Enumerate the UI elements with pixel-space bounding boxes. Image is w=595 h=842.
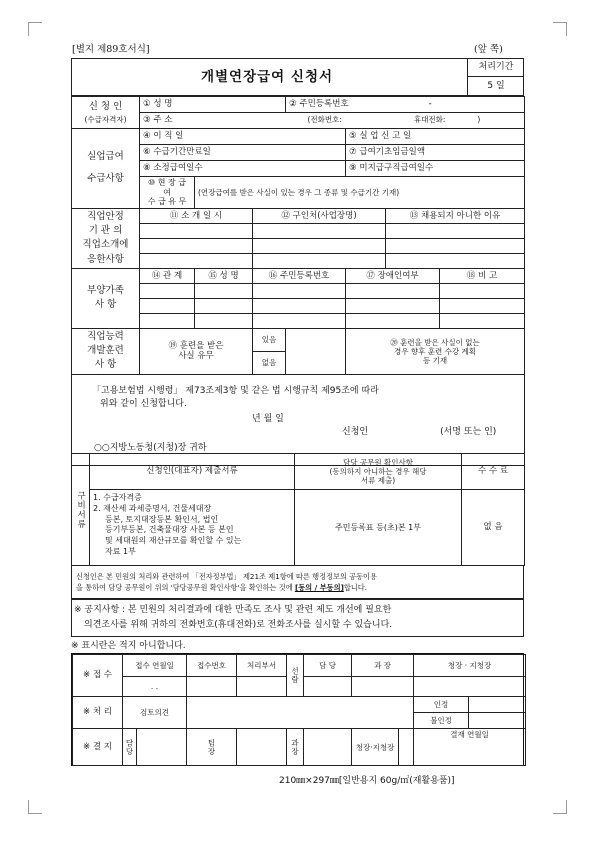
applicant-name-field[interactable] [140,97,286,113]
consent-toggle[interactable]: [동의 / 부동의] [294,583,344,593]
training-plan-label-3: 등 기재 [422,355,448,365]
dependents-label-1: 부양가족 [87,285,124,297]
dep-row-2-relation[interactable] [140,298,195,313]
approver-1-text: 담당 [125,738,134,756]
referral-row-2-date[interactable] [140,238,253,253]
unemployment-report-field[interactable] [346,129,525,145]
benefit-label-2: 수급사항 [87,173,124,185]
approval-date-label: 결재 연월일 [450,730,489,739]
benefit-label [72,129,140,209]
form-code: [별지 제89호서식] [72,44,150,55]
office-use-note: ※ 표시란은 적지 아니합니다. [71,641,186,651]
receipt-no-field[interactable] [187,677,237,697]
referral-row-1-date[interactable] [140,223,253,238]
dep-row-1-relation[interactable] [140,283,195,298]
referral-row-3-employer[interactable] [253,253,386,268]
receipt-date-dots: . . [150,682,159,691]
applicant-rrn-label: ② 주민등록번호 [289,99,349,110]
training-plan-label-2: 경우 향후 훈련 수강 계획 [394,346,477,356]
dep-name-label: ⑮ 성 명 [208,270,239,281]
recipient-office: ○○지방노동청(지청)장 귀하 [94,442,207,453]
dependents-label [72,268,140,328]
official-check-label-1: 담당 공무원 확인사항 [343,458,413,467]
consent-line-end: 합니다. [343,583,367,593]
applicant-name-label: ① 성 명 [143,99,173,110]
approver-4-label [352,729,399,766]
section-chief-label: 과 장 [374,661,391,670]
referral-row-3-date[interactable] [140,253,253,268]
referral-row-2-reason[interactable] [386,238,525,253]
extended-benefit-label [140,177,195,209]
referral-row-1-reason[interactable] [386,223,525,238]
dep-row-1-rrn[interactable] [253,283,346,298]
fee-header [462,454,525,490]
applicant-label [72,97,140,129]
unemployment-report-label: ⑤ 실 업 신 고 일 [349,131,412,142]
consent-line-2: 을 통하여 담당 공무원이 위의 '담당공무원 확인사항'을 확인하는 것에 [76,583,293,593]
approval-label [73,729,123,766]
extended-benefit-label-2: 수 급 유 무 [147,197,187,207]
applicant-docs-header [90,454,295,490]
documents-label-text: 구비서류 [75,490,86,529]
notice-line-1: ※ 공지사항 : 본 민원의 처리결과에 대한 만족도 조사 및 관련 제도 개선에 필요한 [74,605,392,615]
receipt-no-header [187,655,237,677]
process-label-text: ※ 처 리 [83,707,112,718]
training-yes-label: 있음 [261,335,277,345]
head-header [414,655,526,677]
head-label: 청장 · 지청장 [447,661,492,670]
office-use-table [71,653,524,766]
separation-date-field[interactable] [140,129,346,145]
referral-label-4: 응한사항 [87,253,124,265]
consent-line-1: 신청인은 본 민원의 처리와 관련하여 「전자정부법」 제21조 제1항에 따른 행정정보의 공동이용 [76,572,377,581]
referral-label-2: 기 관 의 [88,225,123,237]
training-check-field[interactable] [286,328,346,374]
processing-period-value: 5 일 [487,81,505,91]
title-block [71,58,524,96]
base-daily-wage-field[interactable] [346,145,525,161]
signature-field[interactable]: (서명 또는 인) [440,426,497,437]
dep-note-label: ⑱ 비 고 [466,270,498,281]
declaration-line-1: 「고용보험법 시행령」 제73조제3항 및 같은 법 시행규칙 제95조에 따라 [92,385,379,396]
referral-label [72,208,140,268]
referral-row-2-employer[interactable] [253,238,386,253]
receipt-date-field[interactable] [123,677,187,697]
doc-item-2-line-1: 2. 재산세 과세증명서, 건물세대장 [93,503,212,513]
applicant-docs-label: 신청인(대표자) 제출서류 [146,466,238,477]
extended-benefit-field[interactable] [195,177,525,209]
extended-benefit-label-1: ⑩ 현 장 급 여 [148,178,186,197]
receipt-label [73,655,123,697]
crop-mark-top-left [28,22,42,36]
doc-item-1: 1. 수급자격증 [93,493,142,502]
section-chief-sign-field[interactable] [352,677,414,697]
approver-1-sign[interactable] [137,729,187,766]
referral-date-header [140,208,253,223]
referral-label-3: 직업소개에 [82,239,129,251]
receipt-date-header [123,655,187,677]
applicant-label-text: 신 청 인 [88,100,123,112]
dep-row-3-note[interactable] [440,313,525,328]
referral-employer-header [253,208,386,223]
rrn-dash: - [428,99,432,110]
consent-block [71,565,524,599]
training-history-label [140,328,253,374]
training-yes-option[interactable] [253,328,286,351]
separation-date-label: ④ 이 직 일 [143,131,184,142]
extended-benefit-note: (연장급여를 받은 사실이 있는 경우 그 종류 및 수급기간 기재) [198,187,400,197]
applicant-mobile-label: 휴대전화: [413,115,446,125]
unpaid-days-field[interactable] [346,161,525,177]
applicant-address-label: ③ 주 소 [143,115,173,126]
dep-row-2-name[interactable] [195,298,253,313]
processing-period-box [467,58,524,96]
review-opinion-text: 검토의견 [140,708,169,717]
dep-row-3-relation[interactable] [140,313,195,328]
processing-dept-field[interactable] [237,677,287,697]
applicant-phone-close: ) [477,115,481,125]
official-check-label-2: (동의하지 아니하는 경우 해당 [329,467,427,476]
dep-rrn-header [253,268,346,283]
approval-date-field[interactable] [414,729,526,766]
main-form [71,96,524,453]
approver-2-label [187,729,237,766]
training-no-label: 없음 [261,358,277,368]
form-title: 개별연장급여 신청서 [200,69,334,85]
receipt-no-label: 접수번호 [197,661,226,670]
referral-label-1: 직업안정 [87,210,124,222]
processing-period-label: 처리기간 [468,58,524,77]
dep-row-3-name[interactable] [195,313,253,328]
training-plan-field[interactable] [346,328,525,374]
crop-mark-bottom-right [553,800,567,814]
referral-row-1-employer[interactable] [253,223,386,238]
review-opinion-field[interactable] [187,697,414,729]
official-check-header [295,454,462,490]
doc-item-2-line-4: 및 세대원의 재산규모를 확인할 수 있는 [105,536,242,546]
approver-3-text: 과장 [290,738,300,756]
declaration-date[interactable]: 년 월 일 [252,413,284,424]
section-chief-header [352,655,414,677]
documents-table [71,453,524,565]
training-label-1: 직업능력 [87,330,124,342]
dep-row-1-note[interactable] [440,283,525,298]
dep-row-3-rrn[interactable] [253,313,346,328]
review-column-label: 선람 [290,667,300,684]
dep-row-2-disability[interactable] [346,298,440,313]
notice-block [71,599,524,637]
referral-reason-label: ⑬ 채용되지 아니한 이유 [409,210,501,221]
applicant-phone-label: (전화번호: [307,115,342,125]
processing-dept-label: 처리부서 [247,661,276,670]
approval-label-text: ※ 결 지 [83,741,112,752]
approver-1-label [123,729,137,766]
prescribed-days-label: ⑧ 소정급여일수 [143,163,203,174]
officer-label: 담 당 [319,661,336,670]
referral-employer-label: ⑫ 구인처(사업장명) [281,210,357,221]
disallow-option[interactable] [414,713,469,729]
officer-sign-field[interactable] [304,677,352,697]
official-check-label-3: 서류 제출) [360,476,396,485]
doc-item-2-line-5: 자료 1부 [105,546,136,556]
doc-item-2-line-2: 등본, 토지대장등본 확인서, 법인 [105,514,219,524]
crop-mark-bottom-left [28,800,42,814]
dep-row-1-disability[interactable] [346,283,440,298]
process-label [73,697,123,729]
approver-4-sign[interactable] [399,729,414,766]
disallow-field[interactable] [469,713,526,729]
signer-label: 신청인 [342,426,369,437]
dep-rrn-label: ⑯ 주민등록번호 [268,270,330,281]
confirm-label: 인정 [433,700,449,709]
training-no-option[interactable] [253,351,286,374]
approver-3-sign[interactable] [304,729,352,766]
documents-label [72,454,90,566]
training-label [72,328,140,374]
officer-header [304,655,352,677]
fee-label: 수 수 료 [477,466,509,477]
receipt-label-text: ※ 접 수 [83,670,112,681]
processing-dept-header [237,655,287,677]
receipt-date-label: 접수 연월일 [135,661,174,670]
fee-value-text: 없 음 [483,522,503,533]
dependents-label-2: 사 항 [94,299,117,311]
official-check-item-text: 주민등록표 등(초)본 1부 [335,522,421,532]
applicant-sub-text: (수급자격자) [84,115,127,124]
applicant-docs-list [90,490,295,566]
benefit-expiry-field[interactable] [140,145,346,161]
notice-line-2: 의견조사를 위해 귀하의 전화번호(휴대전화)로 전화조사를 실시할 수 있습니다. [84,619,393,630]
dep-relation-header [140,268,195,283]
referral-row-3-reason[interactable] [386,253,525,268]
dep-row-3-disability[interactable] [346,313,440,328]
declaration-line-2: 위와 같이 신청합니다. [100,398,187,409]
confirm-option[interactable] [414,697,469,713]
training-history-label-2: 사실 유무 [178,351,214,362]
training-label-2: 개발훈련 [87,345,124,357]
dep-row-1-name[interactable] [195,283,253,298]
approver-2-sign[interactable] [237,729,287,766]
applicant-rrn-field[interactable] [286,97,525,113]
referral-date-label: ⑪ 소 개 일 시 [169,210,223,221]
declaration-block [72,374,525,465]
training-label-3: 사 항 [94,359,117,371]
training-plan-label-1: ⑳ 훈련을 받은 사실이 없는 [390,337,480,347]
approver-4-text: 청장·지청장 [355,742,395,752]
approver-3-label [287,729,304,766]
dep-note-header [440,268,525,283]
sheet-side: (앞 쪽) [474,44,503,55]
dep-disability-label: ⑰ 장애인여부 [366,270,419,281]
dep-relation-label: ⑭ 관 계 [151,270,183,281]
prescribed-days-field[interactable] [140,161,346,177]
review-opinion-label [123,697,187,729]
unpaid-days-label: ⑨ 미지급구직급여일수 [349,163,434,174]
disallow-label: 불인정 [430,716,452,725]
base-daily-wage-label: ⑦ 급여기초임금일액 [349,147,426,158]
fee-value [462,490,525,566]
applicant-address-field[interactable] [140,113,525,129]
dep-row-2-note[interactable] [440,298,525,313]
crop-mark-top-right [553,22,567,36]
dep-name-header [195,268,253,283]
doc-item-2-line-3: 등기부등본, 건축물대장 사본 등 본인 [105,525,234,535]
benefit-label-1: 실업급여 [87,151,124,163]
head-sign-field[interactable] [414,677,526,697]
dep-disability-header [346,268,440,283]
referral-reason-header [386,208,525,223]
dep-row-2-rrn[interactable] [253,298,346,313]
training-history-label-1: ⑲ 훈련을 받은 [168,340,224,351]
review-column [287,655,304,697]
confirm-field[interactable] [469,697,526,713]
benefit-expiry-label: ⑥ 수급기간만료일 [143,147,211,158]
approver-2-text: 팀장 [207,738,217,756]
official-check-item [295,490,462,566]
paper-spec-footer: 210㎜×297㎜[일반용지 60g/㎡(재활용품)] [279,776,455,786]
